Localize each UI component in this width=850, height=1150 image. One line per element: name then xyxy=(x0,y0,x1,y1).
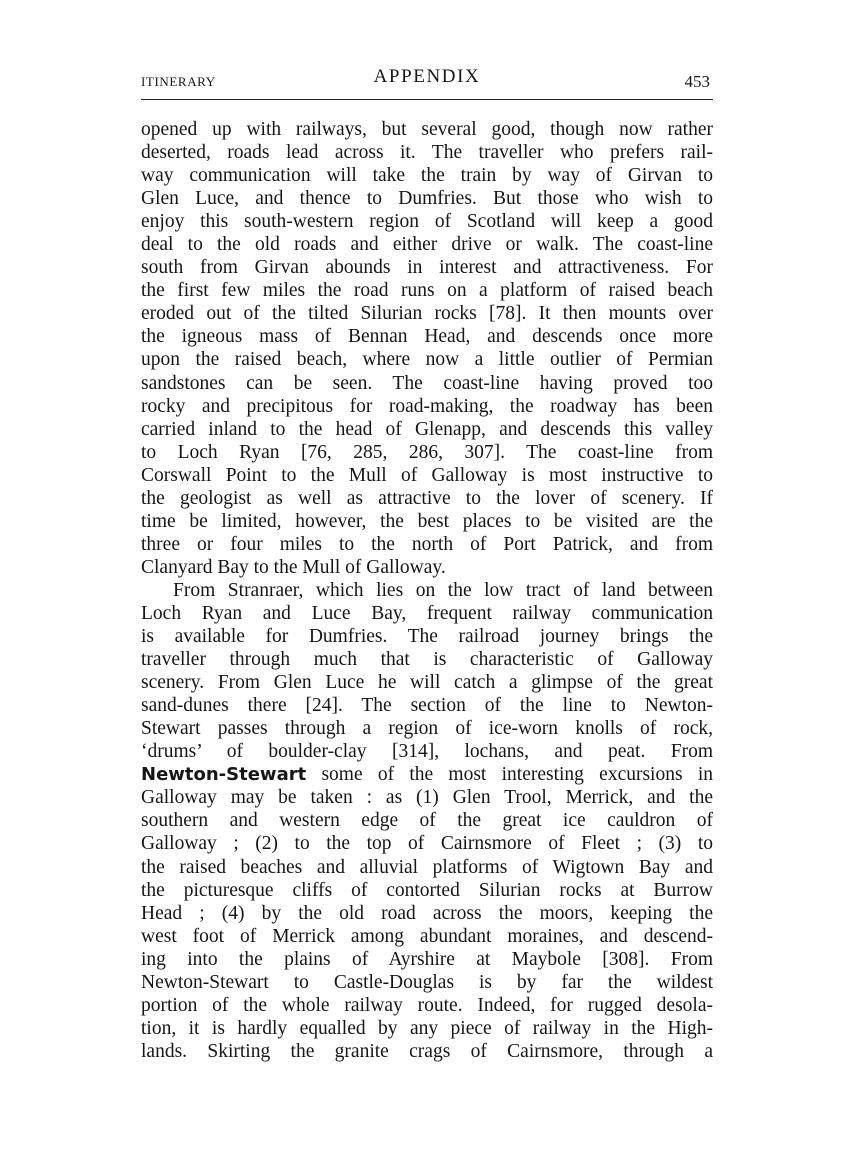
body-text xyxy=(141,118,713,1063)
text-line: scenery. From Glen Luce he will catch a glimpse of the great xyxy=(141,672,713,694)
text-line: Galloway may be taken : as (1) Glen Trool, Merrick, and the xyxy=(141,787,713,809)
page-title: APPENDIX xyxy=(373,66,481,87)
text-line-with-place-heading xyxy=(141,763,713,786)
text-line: the geologist as well as attractive to the lover of scenery. If xyxy=(141,487,713,509)
page-number: 453 xyxy=(684,72,710,91)
text-line: the first few miles the road runs on a platform of raised beach xyxy=(141,280,713,302)
text-line: Galloway ; (2) to the top of Cairnsmore of Fleet ; (3) to xyxy=(141,833,713,855)
text-line: carried inland to the head of Glenapp, and descends this valley xyxy=(141,418,713,440)
text-line: ‘drums’ of boulder-clay [314], lochans, and peat. From xyxy=(141,741,713,763)
text-line: Stewart passes through a region of ice-worn knolls of rock, xyxy=(141,718,713,740)
text-line: the igneous mass of Bennan Head, and descends once more xyxy=(141,326,713,348)
text-line: sandstones can be seen. The coast-line having proved too xyxy=(141,372,713,394)
text-line: deal to the old roads and either drive or walk. The coast-line xyxy=(141,234,713,256)
text-line: three or four miles to the north of Port Patrick, and from xyxy=(141,533,713,555)
text-line: enjoy this south-western region of Scotland will keep a good xyxy=(141,211,713,233)
text-line: the picturesque cliffs of contorted Silurian rocks at Burrow xyxy=(141,879,713,901)
line-remainder: some of the most interesting excursions in xyxy=(321,764,713,786)
text-line: ing into the plains of Ayrshire at Maybole [308]. From xyxy=(141,948,713,970)
text-line: sand-dunes there [24]. The section of the line to Newton- xyxy=(141,695,713,717)
text-line: Newton-Stewart to Castle-Douglas is by far the wildest xyxy=(141,971,713,993)
text-line: eroded out of the tilted Silurian rocks [78]. It then mounts over xyxy=(141,303,713,325)
text-line: Head ; (4) by the old road across the moors, keeping the xyxy=(141,902,713,924)
text-line: west foot of Merrick among abundant moraines, and descend- xyxy=(141,925,713,947)
text-line: southern and western edge of the great ice cauldron of xyxy=(141,810,713,832)
place-heading: Newton-Stewart xyxy=(141,764,307,786)
section-label: ITINERARY xyxy=(141,74,216,89)
paragraph-end-line: Clanyard Bay to the Mull of Galloway. xyxy=(141,556,446,578)
text-line: lands. Skirting the granite crags of Cairnsmore, through a xyxy=(141,1040,713,1062)
running-head xyxy=(141,66,713,96)
header-rule xyxy=(141,99,713,100)
text-line: the raised beaches and alluvial platforms of Wigtown Bay and xyxy=(141,856,713,878)
text-line: time be limited, however, the best places to be visited are the xyxy=(141,510,713,532)
paragraph-start-line: From Stranraer, which lies on the low tract of land between xyxy=(173,579,713,601)
text-line: opened up with railways, but several good, though now rather xyxy=(141,119,713,140)
text-line: deserted, roads lead across it. The traveller who prefers rail- xyxy=(141,142,713,164)
text-line: portion of the whole railway route. Indeed, for rugged desola- xyxy=(141,994,713,1016)
text-line: is available for Dumfries. The railroad journey brings the xyxy=(141,626,713,648)
text-line: south from Girvan abounds in interest and attractiveness. For xyxy=(141,257,713,279)
text-line: tion, it is hardly equalled by any piece of railway in the High- xyxy=(141,1017,713,1039)
text-line: upon the raised beach, where now a little outlier of Permian xyxy=(141,349,713,371)
text-line: rocky and precipitous for road-making, the roadway has been xyxy=(141,395,713,417)
text-line: Corswall Point to the Mull of Galloway is most instructive to xyxy=(141,464,713,486)
text-line: way communication will take the train by way of Girvan to xyxy=(141,165,713,187)
text-line: Glen Luce, and thence to Dumfries. But those who wish to xyxy=(141,188,713,210)
text-line: to Loch Ryan [76, 285, 286, 307]. The coast-line from xyxy=(141,441,713,463)
text-line: traveller through much that is characteristic of Galloway xyxy=(141,649,713,671)
text-line: Loch Ryan and Luce Bay, frequent railway communication xyxy=(141,602,713,624)
